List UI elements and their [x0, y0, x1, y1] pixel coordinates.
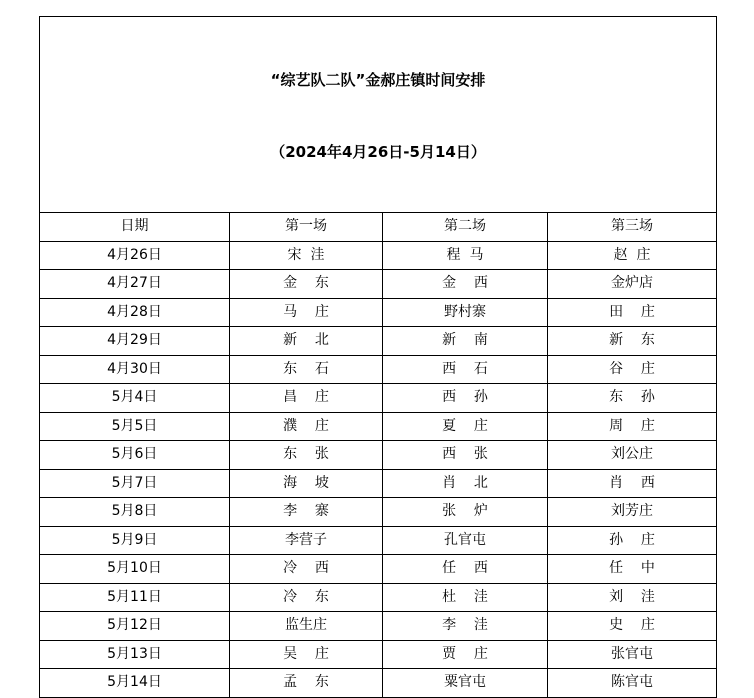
session-1-cell: 东 石: [230, 355, 383, 384]
date-cell: 5月5日: [40, 412, 230, 441]
session-3-cell: 赵 庄: [548, 241, 717, 270]
table-row: [40, 355, 717, 384]
table-row: [40, 555, 717, 584]
session-2-cell: 西 石: [383, 355, 548, 384]
date-cell: 4月27日: [40, 270, 230, 299]
session-1-cell: 李营子: [230, 526, 383, 555]
date-cell: 5月7日: [40, 469, 230, 498]
session-1-cell: 宋 洼: [230, 241, 383, 270]
session-2-cell: 金 西: [383, 270, 548, 299]
header-session-1: 第一场: [230, 213, 383, 242]
session-3-cell: 肖 西: [548, 469, 717, 498]
table-title: “综艺队二队”金郝庄镇时间安排: [270, 71, 486, 89]
session-1-cell: 昌 庄: [230, 384, 383, 413]
schedule-table: [39, 16, 717, 698]
date-cell: 5月14日: [40, 669, 230, 698]
date-cell: 4月28日: [40, 298, 230, 327]
date-cell: 5月4日: [40, 384, 230, 413]
session-3-cell: 谷 庄: [548, 355, 717, 384]
session-2-cell: 新 南: [383, 327, 548, 356]
session-1-cell: 濮 庄: [230, 412, 383, 441]
table-row: [40, 526, 717, 555]
session-1-cell: 孟 东: [230, 669, 383, 698]
title-cell: [40, 17, 717, 213]
session-1-cell: 新 北: [230, 327, 383, 356]
session-3-cell: 刘公庄: [548, 441, 717, 470]
date-cell: 4月26日: [40, 241, 230, 270]
date-cell: 4月30日: [40, 355, 230, 384]
date-cell: 5月13日: [40, 640, 230, 669]
session-2-cell: 程 马: [383, 241, 548, 270]
session-1-cell: 监生庄: [230, 612, 383, 641]
table-row: [40, 498, 717, 527]
table-row: [40, 298, 717, 327]
session-3-cell: 田 庄: [548, 298, 717, 327]
table-row: [40, 612, 717, 641]
session-1-cell: 吴 庄: [230, 640, 383, 669]
session-1-cell: 海 坡: [230, 469, 383, 498]
session-3-cell: 史 庄: [548, 612, 717, 641]
session-3-cell: 刘 洼: [548, 583, 717, 612]
title-row: [40, 17, 717, 213]
session-3-cell: 周 庄: [548, 412, 717, 441]
date-cell: 5月11日: [40, 583, 230, 612]
session-3-cell: 新 东: [548, 327, 717, 356]
session-3-cell: 陈官屯: [548, 669, 717, 698]
session-2-cell: 野村寨: [383, 298, 548, 327]
session-2-cell: 粟官屯: [383, 669, 548, 698]
table-row: [40, 412, 717, 441]
header-date: 日期: [40, 213, 230, 242]
date-cell: 5月12日: [40, 612, 230, 641]
session-3-cell: 任 中: [548, 555, 717, 584]
table-row: [40, 384, 717, 413]
session-1-cell: 冷 东: [230, 583, 383, 612]
session-2-cell: 任 西: [383, 555, 548, 584]
header-session-3: 第三场: [548, 213, 717, 242]
header-session-2: 第二场: [383, 213, 548, 242]
session-2-cell: 夏 庄: [383, 412, 548, 441]
session-2-cell: 贾 庄: [383, 640, 548, 669]
table-row: [40, 640, 717, 669]
session-2-cell: 李 洼: [383, 612, 548, 641]
session-2-cell: 张 炉: [383, 498, 548, 527]
table-row: [40, 669, 717, 698]
date-cell: 5月6日: [40, 441, 230, 470]
session-1-cell: 冷 西: [230, 555, 383, 584]
table-row: [40, 469, 717, 498]
date-cell: 5月9日: [40, 526, 230, 555]
table-subtitle: （2024年4月26日-5月14日）: [270, 143, 486, 161]
header-row: [40, 213, 717, 242]
session-2-cell: 西 张: [383, 441, 548, 470]
session-1-cell: 东 张: [230, 441, 383, 470]
table-row: [40, 583, 717, 612]
date-cell: 5月10日: [40, 555, 230, 584]
session-2-cell: 肖 北: [383, 469, 548, 498]
session-3-cell: 刘芳庄: [548, 498, 717, 527]
date-cell: 5月8日: [40, 498, 230, 527]
table-row: [40, 270, 717, 299]
table-row: [40, 327, 717, 356]
session-2-cell: 杜 洼: [383, 583, 548, 612]
table-row: [40, 241, 717, 270]
session-1-cell: 李 寨: [230, 498, 383, 527]
session-2-cell: 西 孙: [383, 384, 548, 413]
session-3-cell: 张官屯: [548, 640, 717, 669]
table-row: [40, 441, 717, 470]
session-3-cell: 金炉店: [548, 270, 717, 299]
session-2-cell: 孔官屯: [383, 526, 548, 555]
date-cell: 4月29日: [40, 327, 230, 356]
session-3-cell: 孙 庄: [548, 526, 717, 555]
session-3-cell: 东 孙: [548, 384, 717, 413]
session-1-cell: 马 庄: [230, 298, 383, 327]
session-1-cell: 金 东: [230, 270, 383, 299]
